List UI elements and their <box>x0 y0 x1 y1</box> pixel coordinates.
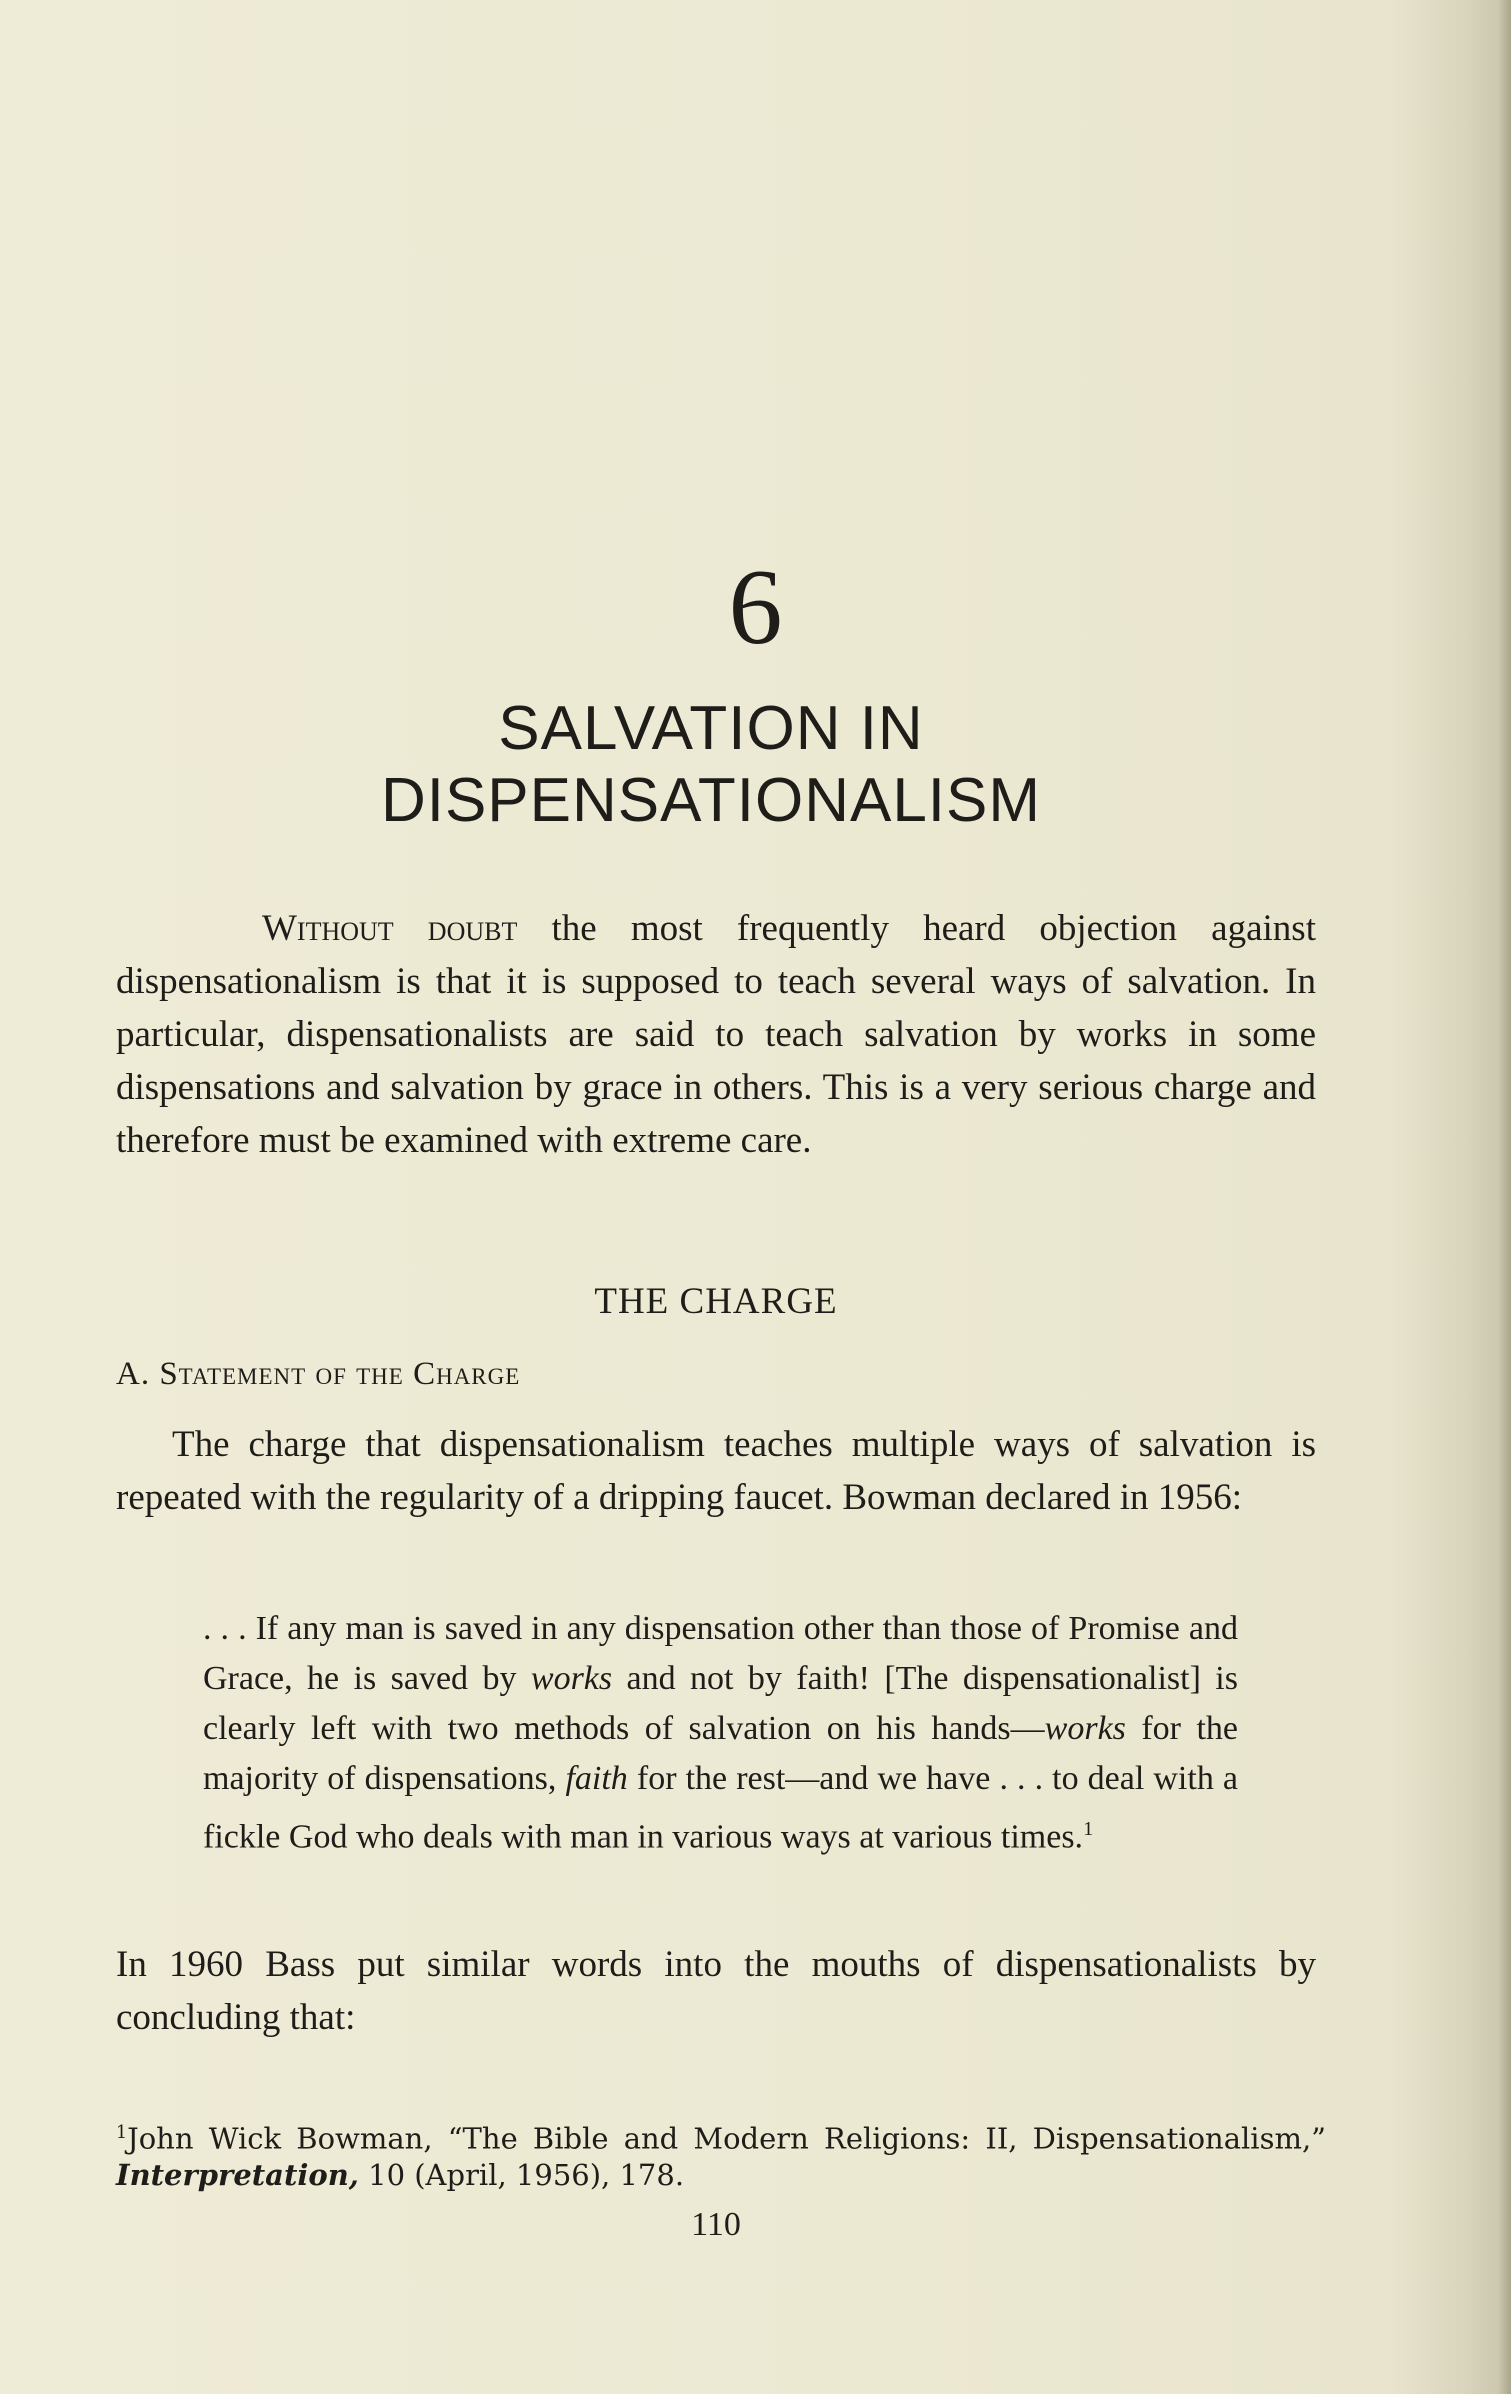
quote-emphasis-works: works <box>530 1660 613 1697</box>
paragraph-charge: The charge that dispensationalism teaches multiple ways of salvation is repeated with the regularity of a dripping faucet. Bowman declared in 1956: <box>116 1424 1316 1518</box>
footnote-marker: 1 <box>116 2123 128 2143</box>
quote-emphasis-works-2: works <box>1044 1710 1126 1747</box>
chapter-title-line-2: DISPENSATIONALISM <box>380 766 1042 835</box>
paragraph-bass: In 1960 Bass put similar words into the mouths of dispensationalists by concluding that: <box>116 1944 1316 2038</box>
footnote-text-1: John Wick Bowman, “The Bible and Modern Religions: II, Dispensationalism,” <box>127 2121 1326 2156</box>
page-number: 110 <box>691 2206 741 2243</box>
quote-text-3: for the majority of dispensations, <box>203 1710 1239 1797</box>
chapter-title <box>0 693 1422 837</box>
chapter-number: 6 <box>728 548 783 667</box>
paragraph-intro-text: the most frequently heard objection against dispensationalism is that it is supposed to teach several ways of salvation. In particular, dispensationalists are said to teach salvation by works in some dispensations and salvation by grace in others. This is a very serious charge and therefore must be examined with extreme care. <box>116 908 1316 1161</box>
chapter-title-line-1: SALVATION IN <box>498 694 924 763</box>
footnote-journal: Interpretation, <box>116 2157 359 2192</box>
paragraph-intro <box>116 902 1316 1167</box>
block-quote <box>203 1604 1238 1862</box>
footnote-reference: 1 <box>1083 1818 1094 1840</box>
quote-text-1: . . . If any man is saved in any dispensation other than those of Promise and Grace, he is saved by <box>203 1610 1238 1697</box>
quote-emphasis-faith: faith <box>565 1760 628 1797</box>
quote-text-2: and not by faith! [The dispensationalist] is clearly left with two methods of salvation on his hands— <box>203 1660 1238 1747</box>
page-edge-shadow <box>1497 0 1511 2394</box>
quote-text-4: for the rest—and we have . . . to deal with a fickle God who deals with man in various ways at various times. <box>203 1760 1238 1856</box>
section-heading: THE CHARGE <box>594 1281 838 1322</box>
footnote <box>116 2115 1326 2193</box>
paragraph-intro-lead: Without doubt <box>262 908 518 949</box>
subsection-heading: A. Statement of the Charge <box>116 1356 521 1392</box>
footnote-text-2: 10 (April, 1956), 178. <box>358 2157 685 2192</box>
